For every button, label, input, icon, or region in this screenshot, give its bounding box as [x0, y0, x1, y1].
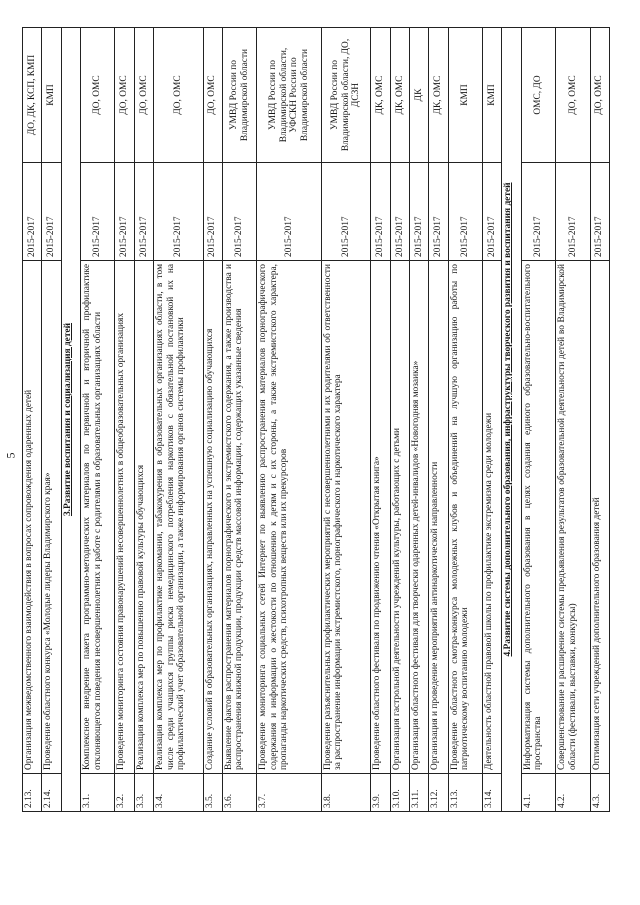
measure-description: Организация областного фестиваля для творчески одаренных детей-инвалидов «Новогодняя мозаика» [409, 261, 428, 774]
row-number: 3.5. [203, 774, 222, 812]
implementation-period: 2015-2017 [590, 163, 610, 261]
table-row [81, 28, 115, 812]
implementation-period: 2015-2017 [390, 163, 409, 261]
measure-description: Проведение мониторинга состояния правонарушений несовершеннолетних в общеобразовательных организациях [115, 261, 134, 774]
measure-description: Организация гастрольной деятельности учреждений культуры, работающих с детьми [390, 261, 409, 774]
implementation-period: 2015-2017 [81, 163, 115, 261]
table-row [257, 28, 322, 812]
implementation-period: 2015-2017 [448, 163, 482, 261]
implementation-period: 2015-2017 [203, 163, 222, 261]
table-row [42, 28, 61, 812]
measure-description: Организация межведомственного взаимодействия в вопросах сопровождения одаренных детей [23, 261, 42, 774]
responsible-executors: ДО, ОМС [81, 28, 115, 163]
measure-description: Проведение мониторинга социальных сетей Интернет по выявлению распространения материалов порнографического содержания и информации о жестокости по отношению к детям и с их стороны, а также экстремистского характера, пропаганды наркотических средств, психотропных веществ или их прекурсоров [257, 261, 322, 774]
row-number: 3.6. [222, 774, 256, 812]
implementation-period: 2015-2017 [409, 163, 428, 261]
responsible-executors: КМП [483, 28, 502, 163]
row-number: 3.2. [115, 774, 134, 812]
row-number: 2.14. [42, 774, 61, 812]
implementation-period: 2015-2017 [42, 163, 61, 261]
implementation-period: 2015-2017 [257, 163, 322, 261]
responsible-executors: ДО, ОМС [115, 28, 134, 163]
row-number: 3.3. [134, 774, 153, 812]
implementation-period: 2015-2017 [134, 163, 153, 261]
table-row [429, 28, 448, 812]
implementation-period: 2015-2017 [23, 163, 42, 261]
table-row [371, 28, 390, 812]
implementation-period: 2015-2017 [371, 163, 390, 261]
measures-table-body [23, 28, 610, 812]
responsible-executors: КМП [42, 28, 61, 163]
table-row [23, 28, 42, 812]
row-number: 3.7. [257, 774, 322, 812]
responsible-executors: ДО, ОМС [203, 28, 222, 163]
responsible-executors: КМП [448, 28, 482, 163]
measure-description: Выявление фактов распространения материалов порнографического и экстремистского содержания, а также производства и распространения книжной продукции, продукции средств массовой информации, содержащих указанные сведения [222, 261, 256, 774]
implementation-period: 2015-2017 [483, 163, 502, 261]
row-number: 3.1. [81, 774, 115, 812]
section-title: 3.Развитие воспитания и социализация детей [61, 28, 80, 812]
table-row [556, 28, 590, 812]
responsible-executors: ДО, ДК, КСП, КМП [23, 28, 42, 163]
row-number: 3.13. [448, 774, 482, 812]
measure-description: Оптимизация сети учреждений дополнительного образования детей [590, 261, 610, 774]
implementation-period: 2015-2017 [154, 163, 203, 261]
table-row [483, 28, 502, 812]
row-number: 3.4. [154, 774, 203, 812]
responsible-executors: ДК, ОМС [390, 28, 409, 163]
table-row [154, 28, 203, 812]
measure-description: Реализация комплекса мер по профилактике наркомании, табакокурения в образовательных организациях области, в том числе среди учащихся группы риска немедицинского потребления наркотиков с обязательной постановкой их на профилактический учет образовательной организации, а также информирования органов системы профилактики [154, 261, 203, 774]
table-row [203, 28, 222, 812]
implementation-period: 2015-2017 [556, 163, 590, 261]
responsible-executors: ДК, ОМС [429, 28, 448, 163]
responsible-executors: ДК, ОМС [371, 28, 390, 163]
responsible-executors: ОМС, ДО [521, 28, 555, 163]
responsible-executors: УМВД России по Владимирской области [222, 28, 256, 163]
row-number: 4.1. [521, 774, 555, 812]
section-title: 4.Развитие системы дополнительного образования, инфраструктуры творческого развития и воспитания детей [502, 28, 521, 812]
table-row [448, 28, 482, 812]
row-number: 4.3. [590, 774, 610, 812]
table-row [390, 28, 409, 812]
measure-description: Комплексное внедрение пакета программно-методических материалов по первичной и вторичной профилактике отклоняющегося поведения несовершеннолетних и работе с родителями в образовательных организациях области [81, 261, 115, 774]
row-number: 4.2. [556, 774, 590, 812]
implementation-period: 2015-2017 [321, 163, 370, 261]
measure-description: Реализация комплекса мер по повышению правовой культуры обучающихся [134, 261, 153, 774]
rotated-page [22, 27, 610, 812]
section-header-row [61, 28, 80, 812]
table-row [222, 28, 256, 812]
responsible-executors: УМВД России по Владимирской области, УФСКН России по Владимирской области [257, 28, 322, 163]
measure-description: Совершенствование и расширение системы предъявления результатов образовательной деятельности детей во Владимирской области (фестивали, выставки, конкурсы) [556, 261, 590, 774]
table-row [590, 28, 610, 812]
table-row [115, 28, 134, 812]
measure-description: Проведение областного фестиваля по продвижению чтения «Открытая книга» [371, 261, 390, 774]
row-number: 2.13. [23, 774, 42, 812]
row-number: 3.12. [429, 774, 448, 812]
section-header-row [502, 28, 521, 812]
responsible-executors: ДО, ОМС [134, 28, 153, 163]
responsible-executors: ДК [409, 28, 428, 163]
measure-description: Информатизация системы дополнительного образования в целях создания единого образовательно-воспитательного пространства [521, 261, 555, 774]
measure-description: Проведение областного конкурса «Молодые лидеры Владимирского края» [42, 261, 61, 774]
implementation-period: 2015-2017 [115, 163, 134, 261]
row-number: 3.14. [483, 774, 502, 812]
implementation-period: 2015-2017 [222, 163, 256, 261]
row-number: 3.8. [321, 774, 370, 812]
responsible-executors: УМВД России по Владимирской области, ДО, ДСЗН [321, 28, 370, 163]
measures-table [22, 27, 610, 812]
responsible-executors: ДО, ОМС [556, 28, 590, 163]
table-row [134, 28, 153, 812]
page-number: 5 [3, 452, 18, 459]
responsible-executors: ДО, ОМС [590, 28, 610, 163]
measure-description: Создание условий в образовательных организациях, направленных на успешную социализацию обучающихся [203, 261, 222, 774]
measure-description: Деятельность областной правовой школы по профилактике экстремизма среди молодежи [483, 261, 502, 774]
responsible-executors: ДО, ОМС [154, 28, 203, 163]
row-number: 3.11. [409, 774, 428, 812]
table-row [321, 28, 370, 812]
table-row [409, 28, 428, 812]
implementation-period: 2015-2017 [521, 163, 555, 261]
measure-description: Проведение разъяснительных профилактических мероприятий с несовершеннолетними и их родителями об ответственности за распространение информации экстремистского, порнографического и наркотического характера [321, 261, 370, 774]
implementation-period: 2015-2017 [429, 163, 448, 261]
measure-description: Проведение областного смотра-конкурса молодежных клубов и объединений на лучшую организацию работы по патриотическому воспитанию молодежи [448, 261, 482, 774]
row-number: 3.10. [390, 774, 409, 812]
measure-description: Организация и проведение мероприятий антинаркотической направленности [429, 261, 448, 774]
table-row [521, 28, 555, 812]
row-number: 3.9. [371, 774, 390, 812]
